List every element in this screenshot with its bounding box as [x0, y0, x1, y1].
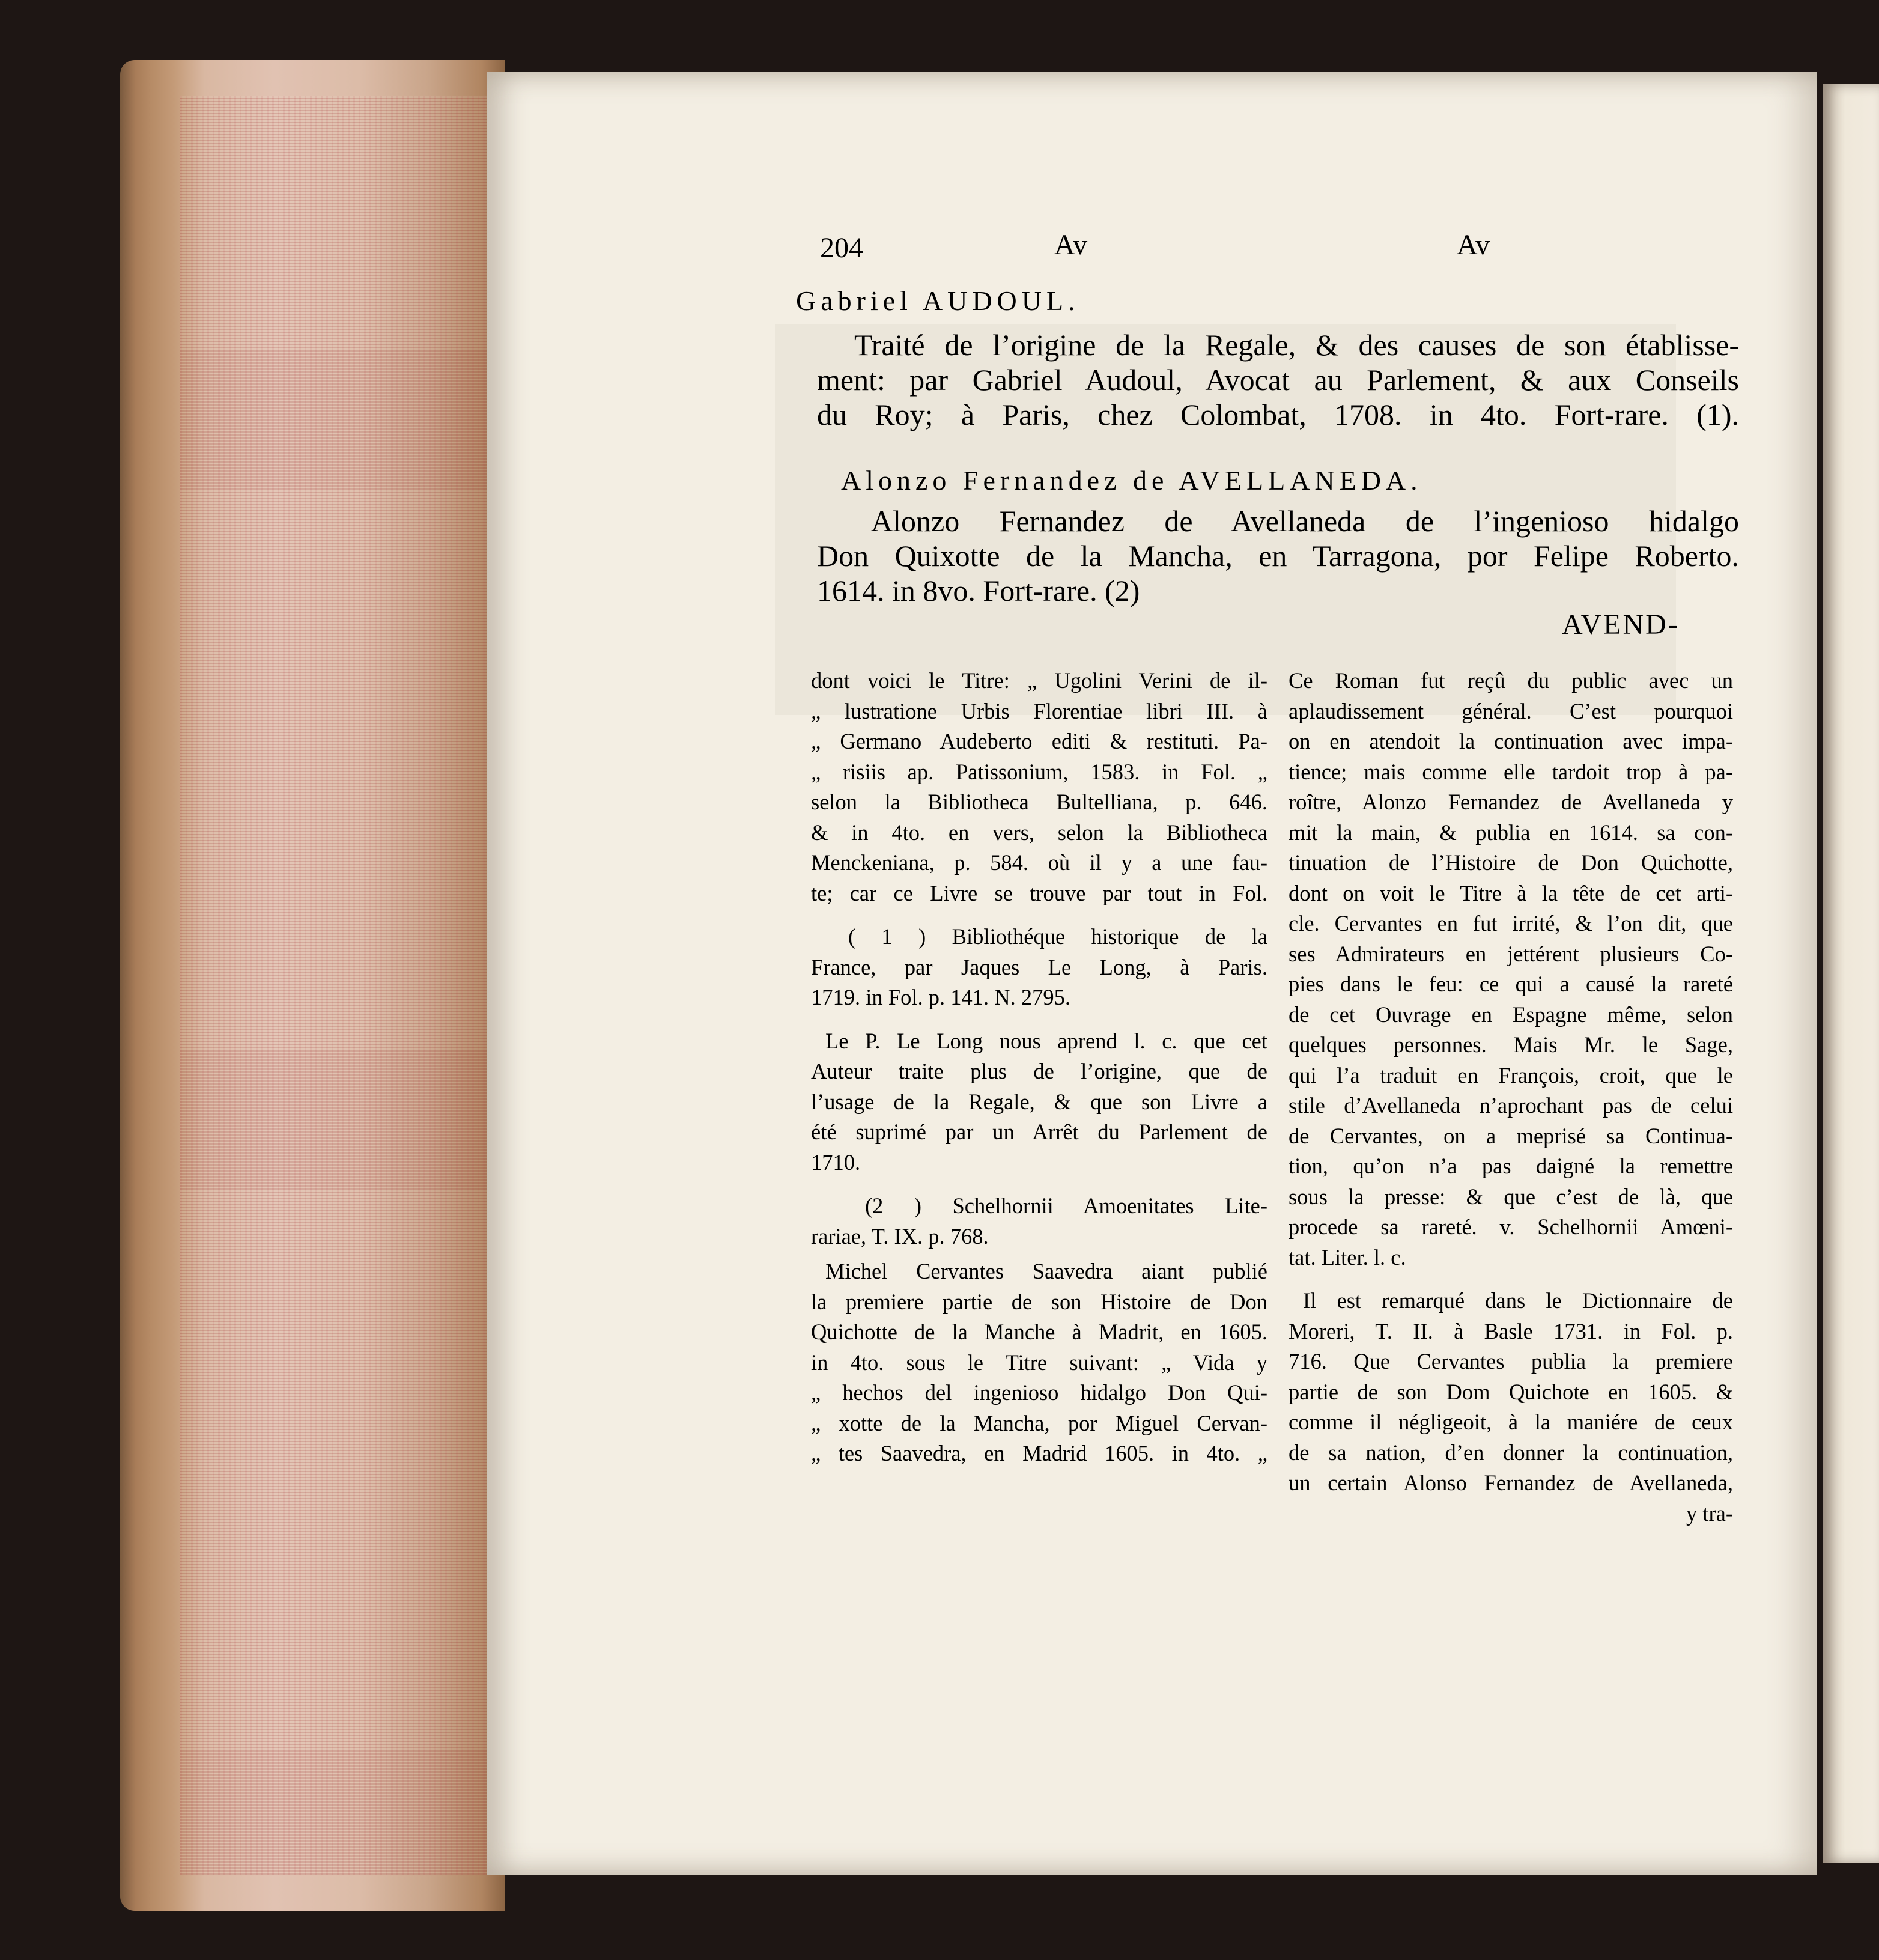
text-line: Ce Roman fut reçû du public avec un	[1289, 668, 1733, 693]
text-line: „ risiis ap. Patissonium, 1583. in Fol. „	[811, 759, 1267, 784]
text-line: de Cervantes, on a meprisé sa Continua-	[1289, 1123, 1733, 1148]
page-number: 204	[820, 232, 863, 264]
text-line: Moreri, T. II. à Basle 1731. in Fol. p.	[1289, 1318, 1733, 1344]
entry-heading-avellaneda: Alonzo Fernandez de AVELLANEDA.	[841, 465, 1422, 496]
text-line: pies dans le feu: ce qui a causé la rareté	[1289, 972, 1733, 996]
footnote-line: rariae, T. IX. p. 768.	[811, 1223, 989, 1249]
text-line: qui l’a traduit en François, croit, que le	[1289, 1062, 1733, 1088]
text-line: Il est remarqué dans le Dictionnaire de	[1303, 1288, 1733, 1313]
text-line: de cet Ouvrage en Espagne même, selon	[1289, 1002, 1733, 1027]
text-line: „ hechos del ingenioso hidalgo Don Qui-	[811, 1380, 1267, 1405]
text-line: du Roy; à Paris, chez Colombat, 1708. in 4to. Fort-rare. (1).	[817, 398, 1739, 431]
text-line: 1614. in 8vo. Fort-rare. (2)	[817, 574, 1140, 607]
text-line: cle. Cervantes en fut irrité, & l’on dit, que	[1289, 911, 1733, 936]
text-line: été suprimé par un Arrêt du Parlement de	[811, 1119, 1267, 1144]
text-line: sous la presse: & que c’est de là, que	[1289, 1184, 1733, 1209]
text-line: selon la Bibliotheca Bultelliana, p. 646.	[811, 790, 1267, 814]
text-line: dont on voit le Titre à la tête de cet arti-	[1289, 880, 1733, 905]
facing-page-edge	[1823, 84, 1879, 1863]
text-line: un certain Alonso Fernandez de Avellaneda,	[1289, 1470, 1733, 1495]
text-line: roître, Alonzo Fernandez de Avellaneda y	[1289, 790, 1733, 814]
text-line: quelques personnes. Mais Mr. le Sage,	[1289, 1032, 1733, 1057]
entry-avellaneda-text	[817, 504, 1739, 608]
text-line: procede sa rareté. v. Schelhornii Amœni-	[1289, 1214, 1733, 1239]
book-page-edges	[120, 60, 505, 1911]
text-line: „ tes Saavedra, en Madrid 1605. in 4to. „	[811, 1441, 1267, 1465]
text-line: 716. Que Cervantes publia la premiere	[1289, 1349, 1733, 1374]
text-line: Alonzo Fernandez de Avellaneda de l’ingenioso hidalgo	[871, 504, 1739, 538]
footnote-line: 1719. in Fol. p. 141. N. 2795.	[811, 985, 1070, 1009]
text-line: la premiere partie de son Histoire de Don	[811, 1289, 1267, 1314]
text-line: tience; mais comme elle tardoit trop à pa-	[1289, 759, 1733, 784]
text-line: on en atendoit la continuation avec impa-	[1289, 729, 1733, 753]
text-line: 1710.	[811, 1149, 861, 1175]
text-line: aplaudissement général. C’est pourquoi	[1289, 698, 1733, 723]
text-line: Traité de l’origine de la Regale, & des causes de son établisse-	[854, 328, 1739, 362]
right-column	[1289, 666, 1733, 1529]
text-line: Le P. Le Long nous aprend l. c. que cet	[825, 1028, 1267, 1053]
footnote-line: ( 1 ) Bibliothéque historique de la	[848, 924, 1267, 949]
entry-heading-audoul: Gabriel AUDOUL.	[796, 285, 1080, 316]
text-line: tinuation de l’Histoire de Don Quichotte,	[1289, 850, 1733, 875]
text-line: in 4to. sous le Titre suivant: „ Vida y	[811, 1350, 1267, 1375]
text-line: ses Admirateurs en jettérent plusieurs Co-	[1289, 941, 1733, 966]
text-line: ment: par Gabriel Audoul, Avocat au Parlement, & aux Conseils	[817, 363, 1739, 397]
text-line: stile d’Avellaneda n’aprochant pas de celui	[1289, 1093, 1733, 1118]
text-line: & in 4to. en vers, selon la Bibliotheca	[811, 820, 1267, 845]
running-head-left: Av	[1054, 229, 1088, 261]
text-line: partie de son Dom Quichote en 1605. &	[1289, 1379, 1733, 1404]
text-line: „ lustratione Urbis Florentiae libri III. à	[811, 698, 1267, 723]
text-line: „ Germano Audeberto editi & restituti. Pa-	[811, 729, 1267, 753]
text-line: tat. Liter. l. c.	[1289, 1244, 1406, 1270]
text-line: tion, qu’on n’a pas daigné la remettre	[1289, 1154, 1733, 1178]
text-line: Michel Cervantes Saavedra aiant publié	[825, 1259, 1267, 1283]
running-head-right: Av	[1457, 229, 1490, 261]
catchword-top: AVEND-	[1562, 609, 1680, 641]
entry-audoul-text	[817, 327, 1739, 432]
text-line: de sa nation, d’en donner la continuation,	[1289, 1440, 1733, 1465]
text-line: Menckeniana, p. 584. où il y a une fau-	[811, 850, 1267, 875]
footnote-line: (2 ) Schelhornii Amoenitates Lite-	[865, 1193, 1267, 1218]
text-line: Don Quixotte de la Mancha, en Tarragona, por Felipe Roberto.	[817, 539, 1739, 573]
text-line: „ xotte de la Mancha, por Miguel Cervan-	[811, 1410, 1267, 1435]
text-line: mit la main, & publia en 1614. sa con-	[1289, 820, 1733, 845]
text-line: Quichotte de la Manche à Madrit, en 1605.	[811, 1319, 1267, 1344]
left-column	[811, 666, 1267, 1469]
footnote-line: France, par Jaques Le Long, à Paris.	[811, 954, 1267, 979]
text-line: Auteur traite plus de l’origine, que de	[811, 1059, 1267, 1083]
text-line: dont voici le Titre: „ Ugolini Verini de il-	[811, 668, 1267, 693]
text-line: te; car ce Livre se trouve par tout in Fol.	[811, 880, 1267, 905]
catchword-bottom: y tra-	[1686, 1500, 1733, 1526]
text-line: comme il négligeoit, à la maniére de ceux	[1289, 1410, 1733, 1434]
text-line: l’usage de la Regale, & que son Livre a	[811, 1089, 1267, 1114]
